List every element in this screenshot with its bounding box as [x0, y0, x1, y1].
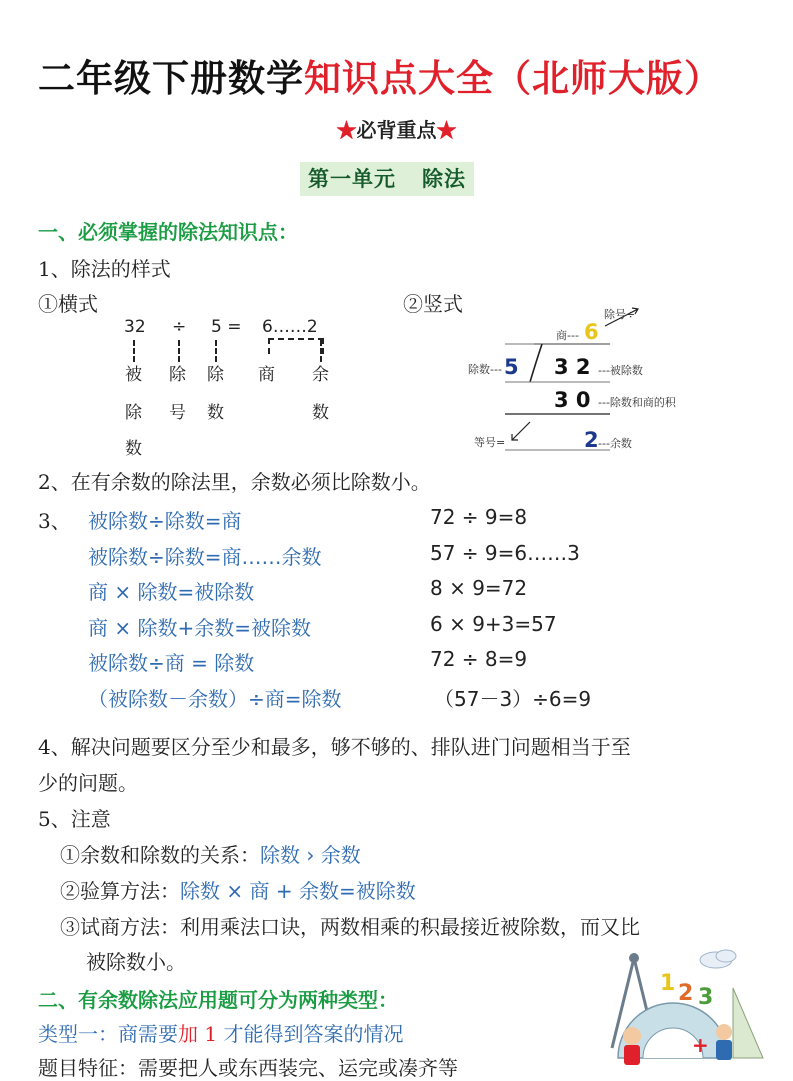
example-text: 72 ÷ 8=9 — [430, 647, 528, 671]
subtitle-text: 必背重点 — [356, 118, 437, 142]
dividend-digits: 3 2 — [554, 355, 591, 379]
eq-divisor: 5 = — [211, 317, 242, 337]
formula-text: 被除数÷商 = 除数 — [88, 651, 255, 675]
section2-heading: 二、有余数除法应用题可分为两种类型： — [38, 988, 398, 1012]
note-3: ③试商方法：利用乘法口诀，两数相乘的积最接近被除数，而又比 — [60, 915, 640, 939]
star-icon: ★ — [436, 118, 457, 142]
unit-banner — [300, 162, 474, 196]
formula-text: 商 × 除数=被除数 — [88, 580, 255, 604]
compass-ruler-icon — [598, 948, 768, 1071]
dash-connector — [178, 340, 180, 362]
section1-heading: 一、必须掌握的除法知识点： — [38, 220, 298, 244]
note-2 — [60, 875, 416, 904]
name-quotient: 商 — [258, 365, 275, 385]
subtitle — [0, 114, 793, 143]
note-3-line2: 被除数小。 — [86, 950, 186, 974]
product-digits: 3 0 — [554, 388, 591, 412]
page-title — [38, 48, 722, 102]
feature-line: 题目特征：需要把人或东西装完、运完或凑齐等 — [38, 1056, 458, 1080]
example-text: 57 ÷ 9=6……3 — [430, 541, 580, 565]
formula-text: 商 × 除数+余数=被除数 — [88, 616, 311, 640]
type1-line — [38, 1018, 403, 1047]
formula-text: 被除数÷除数=商……余数 — [88, 545, 322, 569]
svg-text:1: 1 — [660, 971, 676, 996]
product-label: ---除数和商的积 — [598, 396, 676, 409]
horizontal-label: ①横式 — [38, 292, 98, 316]
quotient-digit: 6 — [584, 320, 599, 344]
dash-connector — [215, 340, 217, 362]
remainder-digit: 2 — [584, 428, 599, 452]
divisor-digit: 5 — [504, 355, 519, 379]
svg-text:2: 2 — [678, 981, 694, 1006]
name-remainder-2: 数 — [312, 403, 329, 423]
eq-quotient: 6……2 — [262, 317, 318, 337]
example-text: 6 × 9+3=57 — [430, 612, 557, 636]
math-illustration — [598, 948, 768, 1071]
title-part1: 二年级下册数学 — [38, 56, 304, 100]
name-divisor-2: 数 — [207, 403, 224, 423]
name-sign-2: 号 — [169, 403, 186, 423]
svg-text:3: 3 — [698, 985, 714, 1010]
dividend-label: ---被除数 — [598, 364, 643, 377]
quotient-bracket — [268, 338, 324, 354]
unit-label: 第一单元 — [308, 166, 396, 191]
type1-red: 加 1 — [178, 1022, 218, 1046]
long-division-diagram — [460, 300, 690, 460]
item3-label: 3、 — [38, 509, 71, 533]
unit-name: 除法 — [422, 166, 466, 191]
name-dividend-2: 除 — [125, 403, 142, 423]
item2-text: 2、在有余数的除法里，余数必须比除数小。 — [38, 470, 431, 494]
divisor-label: 除数--- — [468, 363, 502, 376]
formula-text: 被除数÷除数=商 — [88, 509, 242, 533]
dash-connector — [133, 340, 135, 362]
note-1-highlight: 除数 › 余数 — [260, 843, 361, 867]
example-text: 8 × 9=72 — [430, 576, 528, 600]
example-text: 72 ÷ 9=8 — [430, 505, 528, 529]
eq-division-sign: ÷ — [172, 317, 187, 337]
type1-suffix: 才能得到答案的情况 — [217, 1022, 404, 1046]
vertical-label: ②竖式 — [403, 292, 463, 316]
title-part2: 知识点大全（北师大版） — [304, 56, 722, 100]
name-divisor-1: 除 — [207, 365, 224, 385]
name-remainder-1: 余 — [312, 365, 329, 385]
item5-label: 5、注意 — [38, 807, 111, 831]
name-dividend-1: 被 — [125, 365, 142, 385]
type1-prefix: 类型一：商需要 — [38, 1022, 178, 1046]
note-2-highlight: 除数 × 商 + 余数=被除数 — [180, 879, 416, 903]
name-sign-1: 除 — [169, 365, 186, 385]
star-icon: ★ — [336, 118, 357, 142]
name-dividend-3: 数 — [125, 439, 142, 459]
eq-dividend: 32 — [124, 317, 146, 337]
formula-text: （被除数－余数）÷商=除数 — [88, 687, 342, 711]
note-2-prefix: ②验算方法： — [60, 879, 180, 903]
sign-label: 除号÷ — [604, 308, 636, 321]
item1-label: 1、除法的样式 — [38, 257, 171, 281]
svg-text:+: + — [692, 1033, 709, 1057]
item4-line2: 少的问题。 — [38, 771, 138, 795]
example-text: （57－3）÷6=9 — [434, 687, 592, 711]
note-1-prefix: ①余数和除数的关系： — [60, 843, 260, 867]
item4-line1: 4、解决问题要区分至少和最多，够不够的、排队进门问题相当于至 — [38, 735, 631, 759]
remainder-label: ---余数 — [598, 437, 632, 450]
equals-label: 等号= — [474, 436, 506, 449]
quotient-label: 商--- — [556, 329, 579, 342]
note-1 — [60, 839, 361, 868]
